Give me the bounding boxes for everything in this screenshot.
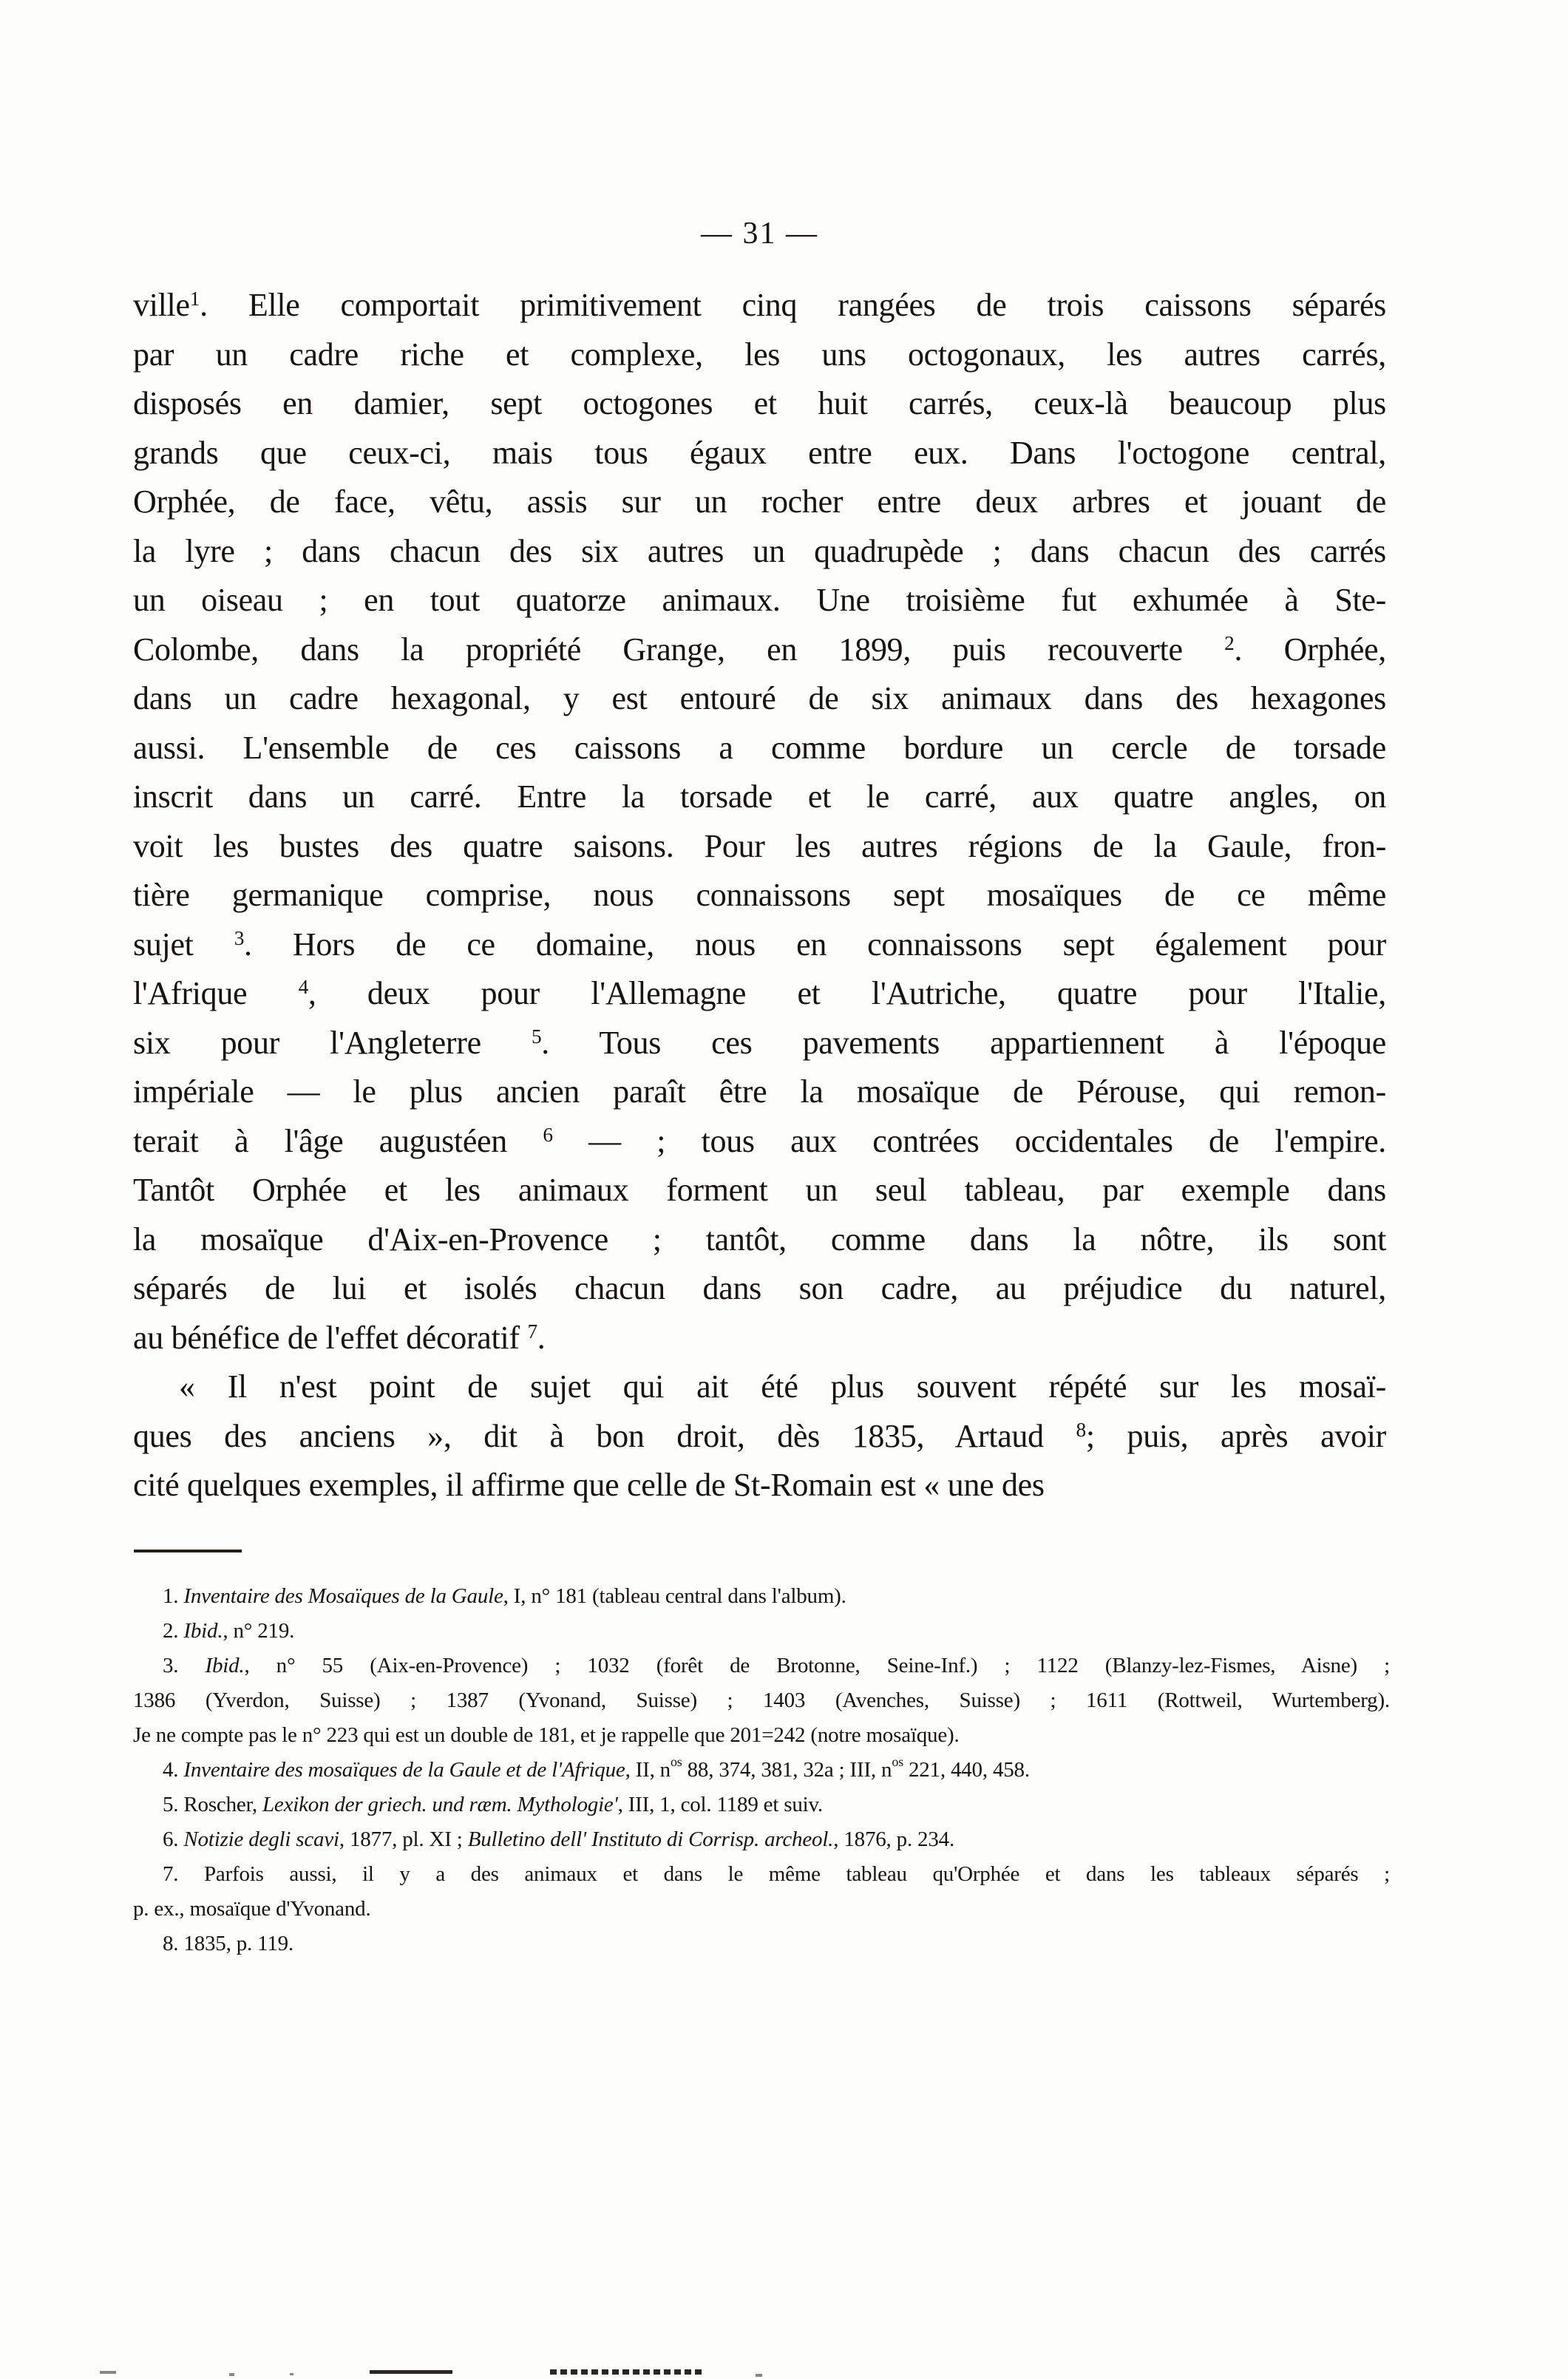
text-line: la mosaïque d'Aix-en-Provence ; tantôt, comme dans la nôtre, ils sont (133, 1221, 1386, 1258)
text-line: p. ex., mosaïque d'Yvonand. (133, 1897, 371, 1921)
text-line: 1. Inventaire des Mosaïques de la Gaule, I, n° 181 (tableau central dans l'album). (163, 1584, 846, 1608)
footnote-4 (133, 1753, 1390, 1788)
text-line: 3. Ibid., n° 55 (Aix-en-Provence) ; 1032 (forêt de Brotonne, Seine-Inf.) ; 1122 (Blanzy-lez-Fismes, Aisne) ; (163, 1654, 1390, 1677)
text-line: Je ne compte pas le n° 223 qui est un double de 181, et je rappelle que 201=242 (notre mosaïque). (133, 1723, 960, 1747)
text-line: disposés en damier, sept octogones et huit carrés, ceux-là beaucoup plus (133, 385, 1386, 421)
text-line: par un cadre riche et complexe, les uns octogonaux, les autres carrés, (133, 336, 1386, 373)
text-line: inscrit dans un carré. Entre la torsade et le carré, aux quatre angles, on (133, 778, 1386, 815)
text-line: grands que ceux-ci, mais tous égaux entre eux. Dans l'octogone central, (133, 434, 1386, 471)
text-line: l'Afrique $^4$, deux pour l'Allemagne et l'Autriche, quatre pour l'Italie, (133, 975, 1386, 1011)
text-line: un oiseau ; en tout quatorze animaux. Une troisième fut exhumée à Ste- (133, 582, 1386, 618)
footnote-reference: 8 (1076, 1418, 1086, 1441)
text-line: dans un cadre hexagonal, y est entouré de six animaux dans des hexagones (133, 680, 1386, 716)
text-line: 5. Roscher, Lexikon der griech. und ræm. Mythologie', III, 1, col. 1189 et suiv. (163, 1793, 823, 1816)
text-line: 1386 (Yverdon, Suisse) ; 1387 (Yvonand, Suisse) ; 1403 (Avenches, Suisse) ; 1611 (Rottweil, Wurtemberg). (133, 1689, 1390, 1712)
scan-artifact (756, 2374, 762, 2377)
text-line: terait à l'âge augustéen $^6$ — ; tous aux contrées occidentales de l'empire. (133, 1122, 1387, 1159)
footnote-2 (133, 1614, 1390, 1649)
text-line: ville$^1$. Elle comportait primitivement cinq rangées de trois caissons séparés (133, 287, 1386, 323)
text-line: la lyre ; dans chacun des six autres un quadrupède ; dans chacun des carrés (133, 532, 1386, 569)
scan-artifact (100, 2371, 116, 2374)
text-line: six pour l'Angleterre $^5$. Tous ces pavements appartiennent à l'époque (133, 1024, 1386, 1061)
text-line: 7. Parfois aussi, il y a des animaux et dans le même tableau qu'Orphée et dans les tableaux séparés ; (163, 1862, 1390, 1886)
text-line: Tantôt Orphée et les animaux forment un seul tableau, par exemple dans (133, 1172, 1386, 1208)
scan-artifact (370, 2370, 452, 2374)
text-line: tière germanique comprise, nous connaissons sept mosaïques de ce même (133, 877, 1386, 913)
footnote-3 (133, 1649, 1390, 1753)
italic-citation: Inventaire des Mosaïques de la Gaule (183, 1584, 503, 1608)
text-line: Colombe, dans la propriété Grange, en 1899, puis recouverte $^2$. Orphée, (133, 631, 1386, 668)
text-line: 8. 1835, p. 119. (163, 1932, 293, 1955)
body-text (133, 281, 1386, 1510)
footnotes (133, 1579, 1390, 1961)
footnote-rule (134, 1550, 242, 1552)
footnote-1 (133, 1579, 1390, 1614)
text-line: « Il n'est point de sujet qui ait été plus souvent répété sur les mosaï- (179, 1368, 1386, 1405)
paragraph-2 (133, 1362, 1386, 1510)
text-line: 2. Ibid., n° 219. (163, 1619, 295, 1643)
text-line: impériale — le plus ancien paraît être la mosaïque de Pérouse, qui remon- (133, 1073, 1386, 1110)
text-line: ques des anciens », dit à bon droit, dès 1835, Artaud $^8$; puis, après avoir (133, 1417, 1386, 1454)
text-line: séparés de lui et isolés chacun dans son cadre, au préjudice du naturel, (133, 1270, 1386, 1306)
text-line: sujet $^3$. Hors de ce domaine, nous en connaissons sept également pour (133, 926, 1386, 963)
scan-artifact (550, 2369, 702, 2375)
footnote-reference: 7 (527, 1320, 537, 1343)
italic-citation: Notizie degli scavi (183, 1827, 339, 1851)
paragraph-1 (133, 281, 1386, 1362)
scan-artifact (290, 2373, 293, 2375)
footnote-reference: 6 (543, 1123, 553, 1146)
text-line: Orphée, de face, vêtu, assis sur un rocher entre deux arbres et jouant de (133, 483, 1386, 520)
footnote-5 (133, 1788, 1390, 1822)
footnote-8 (133, 1927, 1390, 1961)
italic-citation: Lexikon der griech. und ræm. Mythologie' (262, 1793, 618, 1816)
footnote-reference: 1 (189, 288, 200, 310)
text-line: 6. Notizie degli scavi, 1877, pl. XI ; Bulletino dell' Instituto di Corrisp. archeol., 1876, p. 234. (163, 1827, 955, 1851)
footnote-7 (133, 1857, 1390, 1927)
scan-artifact (229, 2373, 234, 2376)
italic-citation: Bulletino dell' Instituto di Corrisp. archeol. (467, 1827, 834, 1851)
footnote-reference: 2 (1224, 631, 1235, 654)
italic-citation: Ibid. (205, 1654, 245, 1677)
footnote-reference: os (670, 1754, 682, 1769)
text-line: 4. Inventaire des mosaïques de la Gaule et de l'Afrique, II, $n^{os}$ 88, 374, 381, 32a ; III, $n^{os}$ 221, 440, 458. (163, 1754, 1030, 1782)
page-header (133, 216, 1386, 251)
text-line: au bénéfice de l'effet décoratif $^7$. (133, 1319, 546, 1356)
italic-citation: Ibid. (183, 1619, 223, 1643)
footnote-reference: 5 (531, 1025, 542, 1048)
footnote-reference: 4 (298, 976, 308, 998)
text-line: voit les bustes des quatre saisons. Pour les autres régions de la Gaule, fron- (133, 827, 1386, 864)
footnote-reference: 3 (234, 926, 245, 949)
text-line: aussi. L'ensemble de ces caissons a comme bordure un cercle de torsade (133, 729, 1386, 766)
page-number: — 31 — (701, 217, 818, 251)
text-line: cité quelques exemples, il affirme que celle de St-Romain est « une des (133, 1467, 1045, 1503)
footnote-6 (133, 1822, 1390, 1857)
footnote-reference: os (892, 1754, 903, 1769)
italic-citation: Inventaire des mosaïques de la Gaule et de l'Afrique (183, 1758, 625, 1782)
